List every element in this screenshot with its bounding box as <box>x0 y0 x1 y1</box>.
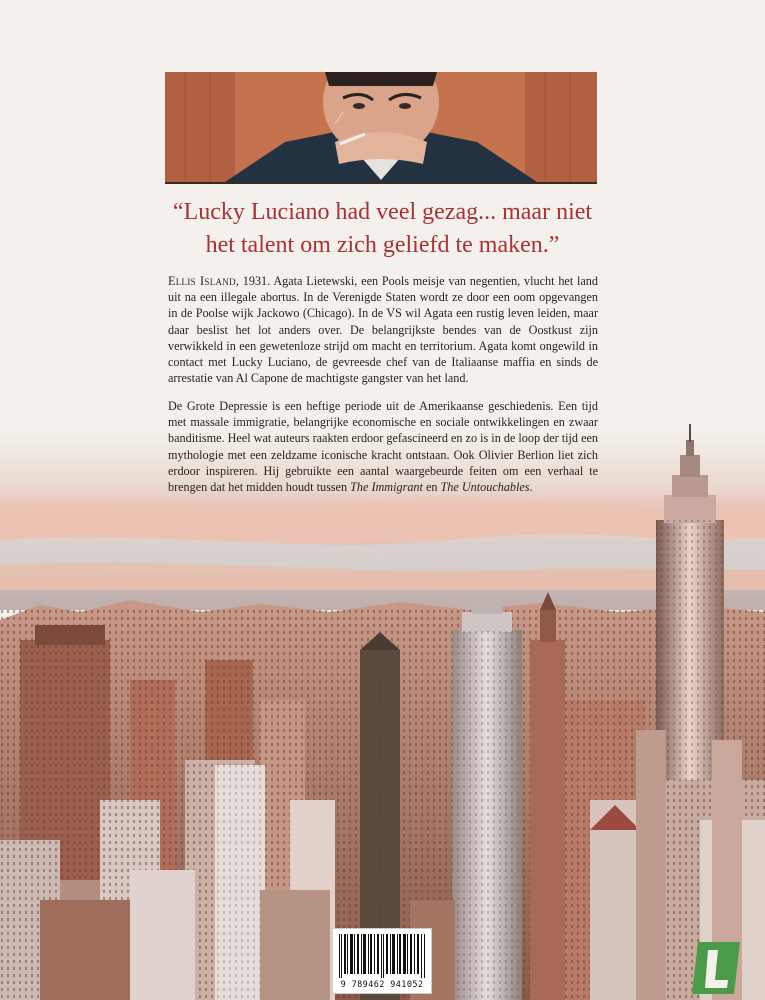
synopsis-p2-text: De Grote Depressie is een heftige periode uit de Amerikaanse geschiedenis. Een tijd met massale immigratie, belangrijke economische en sociale ontwikkelingen en zwaar banditisme. Heel wat auteurs raakten erdoor gefascineerd en zo is in de loop der tijd een mythologie met een zeldzame iconische kracht ontstaan. Ook Olivier Berlion liet zich erdoor inspireren. Hij gebruikte een aantal waargebeurde feiten om een verhaal te brengen dat het midden houdt tussen <box>168 399 598 495</box>
synopsis-paragraph-2 <box>168 398 598 495</box>
gangster-portrait-icon <box>165 72 597 182</box>
pull-quote <box>120 196 645 262</box>
synopsis-p1-text: , 1931. Agata Lietewski, een Pools meisje van negentien, vlucht het land uit na een illegale abortus. In de Verenigde Staten wordt ze door een oom opgevangen in de Poolse wijk Jackowo (Chicago). In de VS wil Agata een rustig leven leiden, maar daar beslist het lot anders over. De belangrijkste bendes van de Oostkust zijn verwikkeld in een gewetenloze strijd om macht en territorium. Agata komt ongewild in contact met Lucky Luciano, de gevreesde chef van de Italiaanse maffia en sinds de arrestatie van Al Capone de machtigste gangster van het land. <box>168 274 598 386</box>
synopsis-lead: Ellis Island <box>168 274 236 288</box>
barcode-icon <box>339 934 425 978</box>
synopsis-p2-end: . <box>529 480 533 495</box>
synopsis-paragraph-1 <box>168 273 598 386</box>
quote-line-2: het talent om zich geliefd te maken.” <box>205 232 560 258</box>
film-title-untouchables: The Untouchables <box>440 480 530 495</box>
quote-line-1: “Lucky Luciano had veel gezag... maar niet <box>172 199 593 225</box>
character-portrait-panel <box>165 72 597 184</box>
film-title-immigrant: The Immigrant <box>350 480 423 495</box>
barcode-digits: 9 789462 941052 <box>340 980 424 990</box>
isbn-barcode <box>332 928 432 994</box>
publisher-logo-icon <box>692 942 740 994</box>
synopsis-p2-connector: en <box>422 480 441 495</box>
